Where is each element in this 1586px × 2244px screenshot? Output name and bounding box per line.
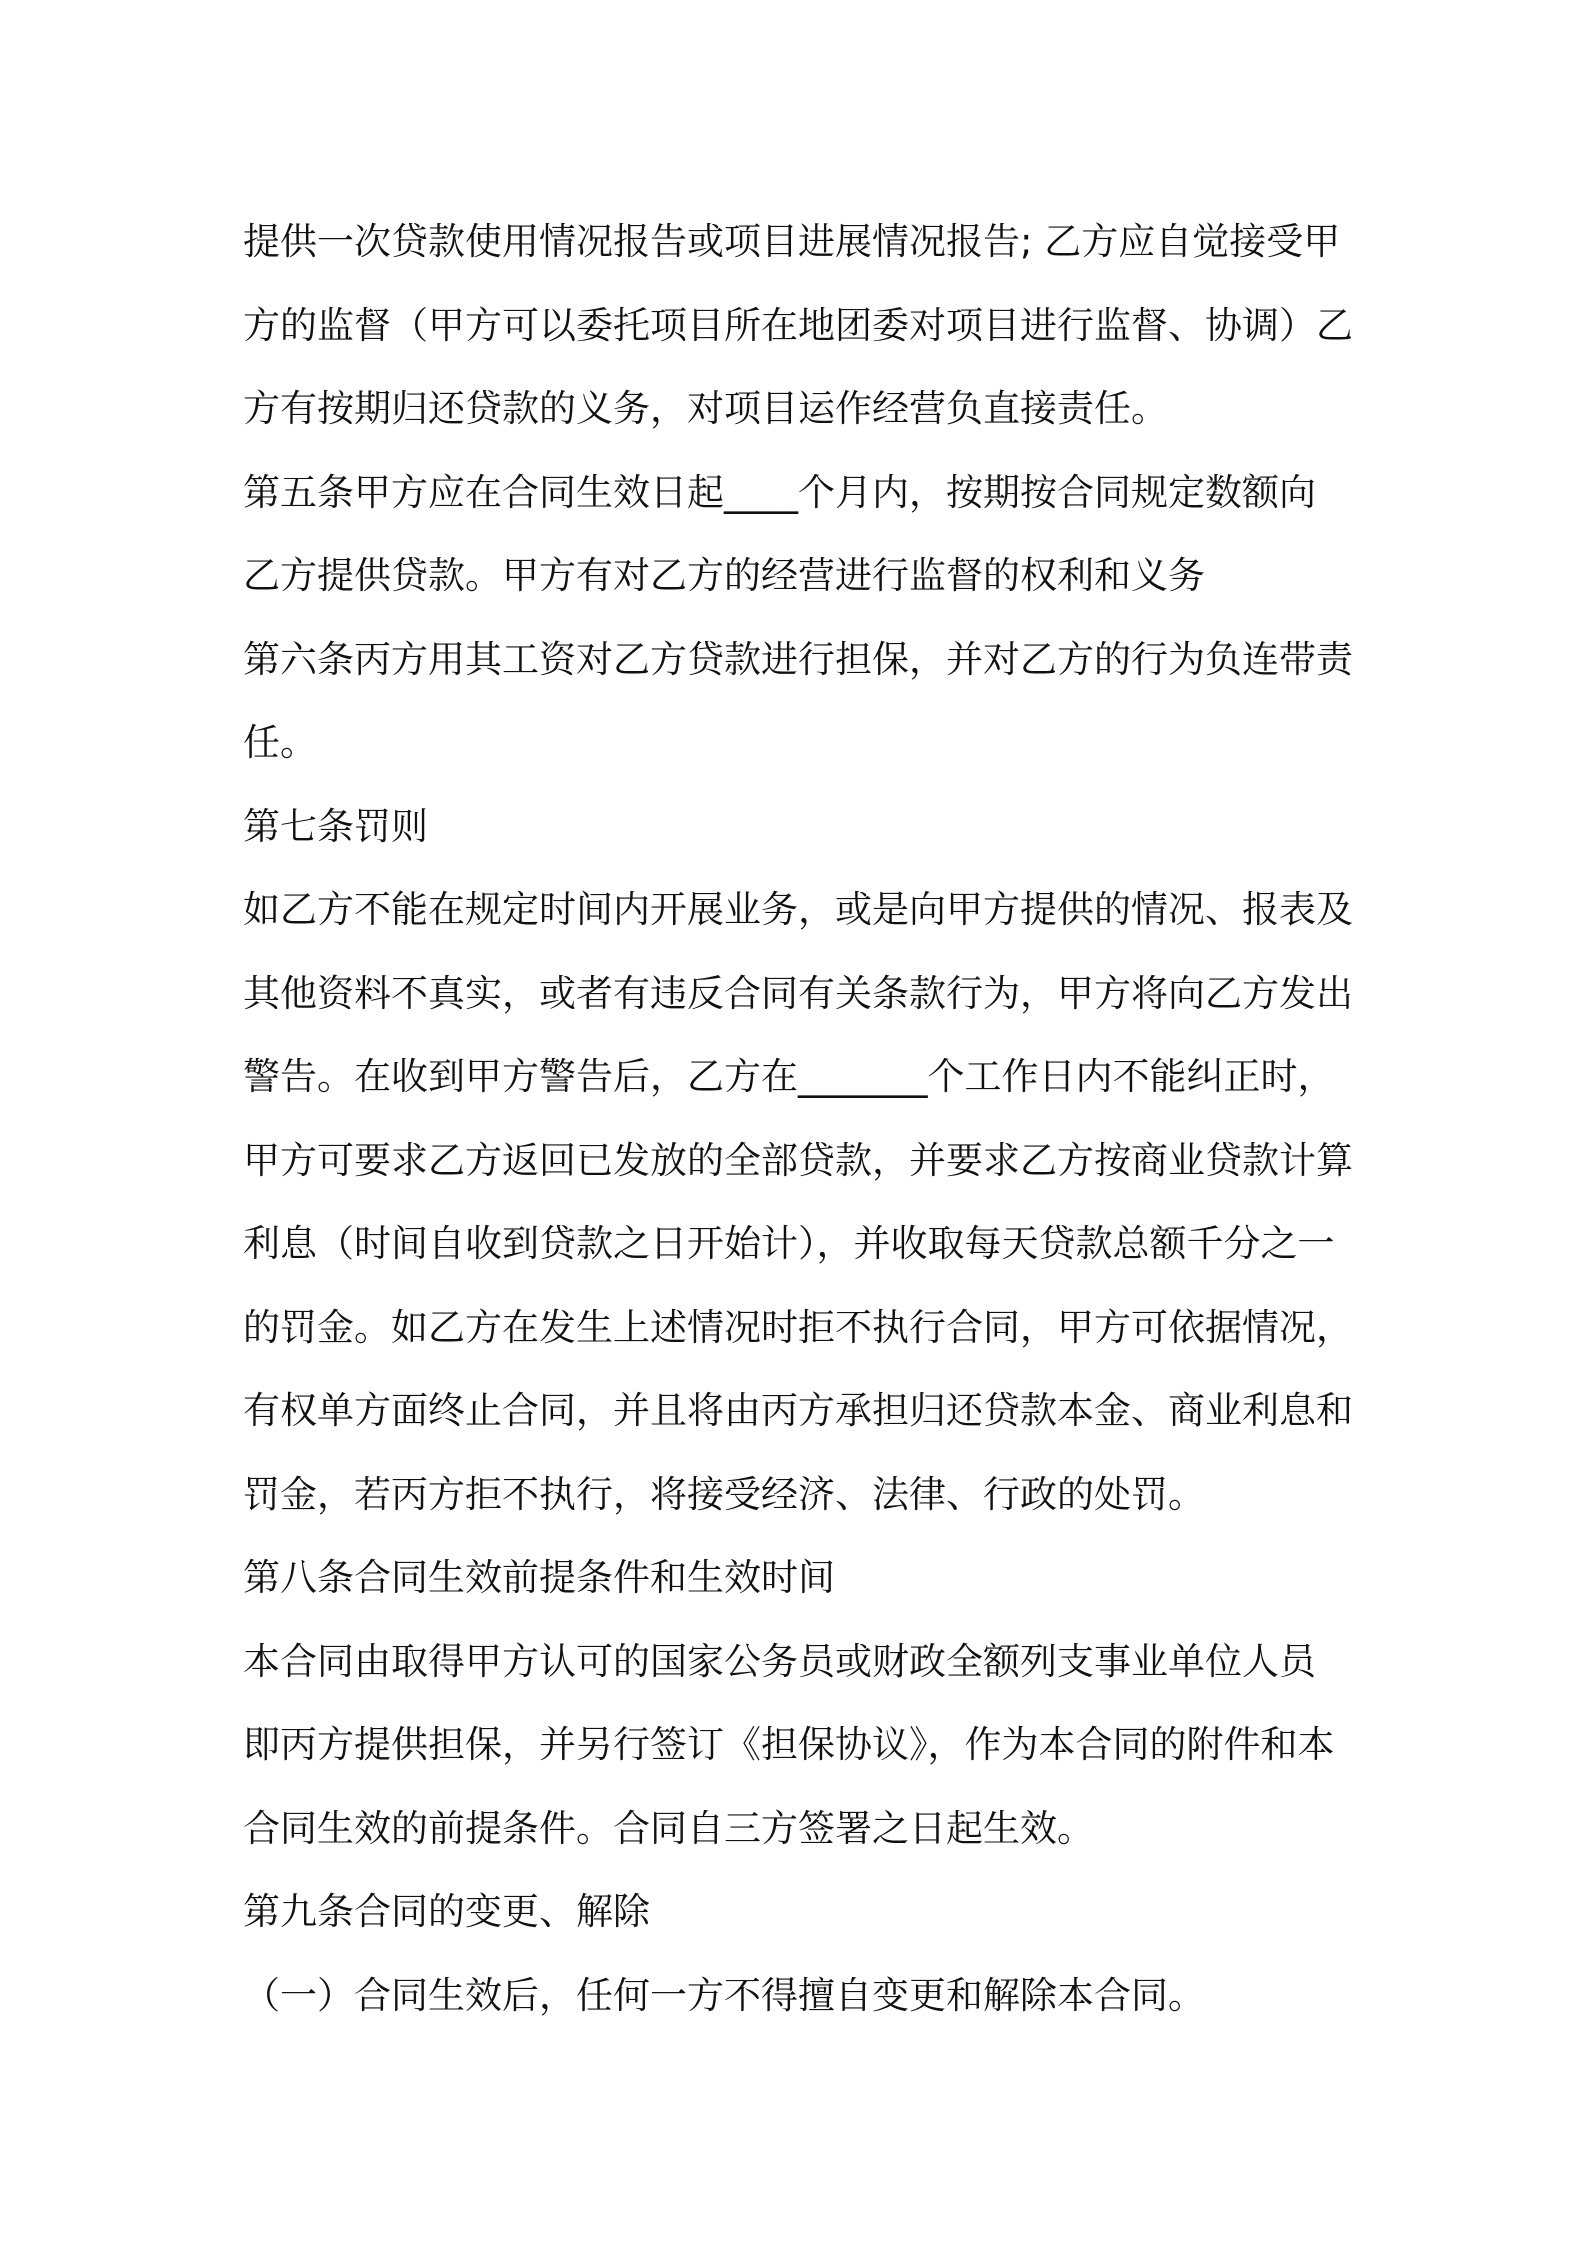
text-line: 任。: [243, 721, 317, 764]
text-line: 警告。在收到甲方警告后，乙方在_______个工作日内不能纠正时，: [243, 1055, 1335, 1098]
article-7-heading: 第七条罚则: [243, 804, 428, 848]
text-line: 合同生效的前提条件。合同自三方签署之日起生效。: [243, 1806, 1094, 1850]
text-line: 罚金，若丙方拒不执行，将接受经济、法律、行政的处罚。: [243, 1472, 1205, 1516]
text-line: 乙方提供贷款。甲方有对乙方的经营进行监督的权利和义务: [243, 554, 1205, 597]
document-body: [243, 200, 1363, 2037]
article-8-heading: 第八条合同生效前提条件和生效时间: [243, 1556, 835, 1599]
text-line: 其他资料不真实，或者有违反合同有关条款行为，甲方将向乙方发出: [243, 971, 1353, 1015]
text-line: 提供一次贷款使用情况报告或项目进展情况报告; 乙方应自觉接受甲: [243, 220, 1341, 263]
text-line: 甲方可要求乙方返回已发放的全部贷款，并要求乙方按商业贷款计算: [243, 1138, 1353, 1182]
text-line: 如乙方不能在规定时间内开展业务，或是向甲方提供的情况、报表及: [243, 888, 1353, 931]
article-6-line: 第六条丙方用其工资对乙方贷款进行担保，并对乙方的行为负连带责: [243, 637, 1353, 681]
text-line: 即丙方提供担保，并另行签订《担保协议》，作为本合同的附件和本: [243, 1723, 1335, 1766]
article-5-line: 第五条甲方应在合同生效日起____个月内，按期按合同规定数额向: [243, 470, 1316, 514]
text-line: 方的监督（甲方可以委托项目所在地团委对项目进行监督、协调）乙: [243, 303, 1353, 347]
text-line: 的罚金。如乙方在发生上述情况时拒不执行合同，甲方可依据情况，: [243, 1305, 1353, 1349]
clause-1-line: （一）合同生效后，任何一方不得擅自变更和解除本合同。: [243, 1973, 1205, 2017]
text-line: 利息（时间自收到贷款之日开始计），并收取每天贷款总额千分之一: [243, 1222, 1335, 1265]
article-9-heading: 第九条合同的变更、解除: [243, 1890, 650, 1933]
text-line: 有权单方面终止合同，并且将由丙方承担归还贷款本金、商业利息和: [243, 1389, 1353, 1432]
text-line: 方有按期归还贷款的义务，对项目运作经营负直接责任。: [243, 387, 1168, 430]
text-line: 本合同由取得甲方认可的国家公务员或财政全额列支事业单位人员: [243, 1639, 1316, 1683]
